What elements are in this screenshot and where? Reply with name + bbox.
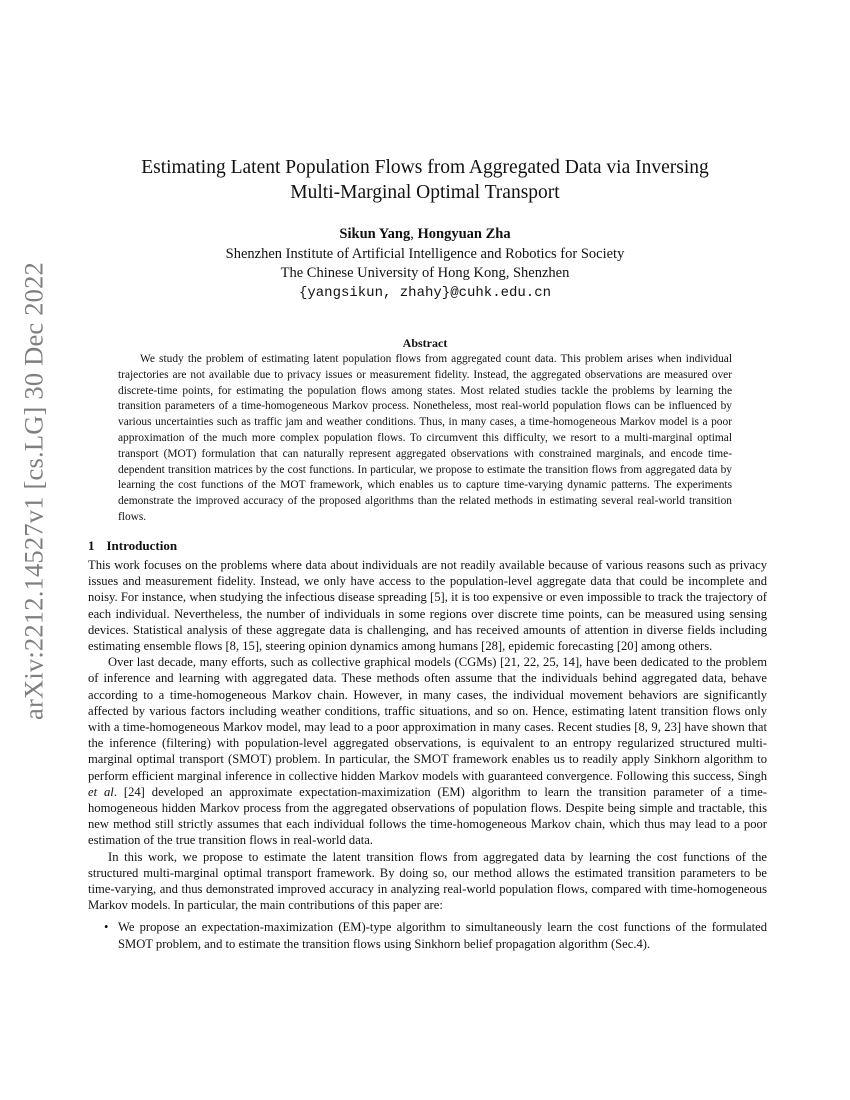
et-al-italic: et al — [88, 784, 114, 799]
intro-paragraph-1: This work focuses on the problems where data about individuals are not readily available because of various reasons such as privacy issues and measurement fidelity. Instead, we only have access to the population-level aggregate data that could be incomplete and noisy. For instance, when studying the infectious disease spreading [5], it is too expensive or even impossible to track the trajectory of each individual. Nevertheless, the number of individuals in some regions over discrete time points, can be measured using sensing devices. Statistical analysis of these aggregate data is challenging, and has received amounts of attention in diverse fields including estimating ensemble flows [8, 15], steering opinion dynamics among humans [28], epidemic forecasting [20] among others. — [88, 558, 767, 654]
section-number: 1 — [88, 538, 95, 553]
intro-paragraph-3: In this work, we propose to estimate the latent transition flows from aggregated data by learning the cost functions of the structured multi-marginal optimal transport framework. By doing so, our method allows the estimated transition parameters to be time-varying, and thus demonstrated improved accuracy in analyzing real-world population flows, compared with time-homogeneous Markov models. In particular, the main contributions of this paper are: — [88, 849, 767, 913]
author-email: {yangsikun, zhahy}@cuhk.edu.cn — [298, 284, 552, 301]
title-line-2: Multi-Marginal Optimal Transport — [290, 182, 560, 203]
introduction-body — [88, 557, 767, 952]
section-title: Introduction — [106, 538, 178, 553]
paper-title — [100, 155, 750, 205]
author-block — [100, 225, 750, 303]
author-2: Hongyuan Zha — [417, 226, 511, 242]
arxiv-identifier: arXiv:2212.14527v1 [cs.LG] 30 Dec 2022 — [18, 261, 49, 720]
intro-paragraph-2-part-2: . [24] developed an approximate expectation-maximization (EM) algorithm to learn the transition parameter of a time-homogeneous hidden Markov process from the aggregated observations of population flows. Despite being simple and tractable, this new method still strictly assumes that each individual follows the time-homogeneous Markov chain, which thus may lead to a poor estimation of the true transition flows in real-world data. — [88, 784, 767, 848]
contributions-list — [88, 919, 767, 951]
author-names — [100, 225, 750, 245]
author-separator: , — [410, 226, 418, 242]
list-item: • We propose an expectation-maximization (EM)-type algorithm to simultaneously learn the cost functions of the formulated SMOT problem, and to estimate the transition flows using Sinkhorn belief propagation algorithm (Sec.4). — [118, 919, 767, 951]
affiliation-2: The Chinese University of Hong Kong, Shenzhen — [280, 265, 570, 281]
intro-paragraph-2 — [88, 654, 767, 848]
affiliation-1: Shenzhen Institute of Artificial Intelligence and Robotics for Society — [225, 245, 625, 262]
section-heading-introduction — [88, 538, 177, 554]
title-line-1: Estimating Latent Population Flows from Aggregated Data via Inversing — [141, 157, 709, 178]
intro-paragraph-2-part-1: Over last decade, many efforts, such as collective graphical models (CGMs) [21, 22, 25, 14], have been dedicated to the problem of inference and learning with aggregated data. These methods often assume that the individuals behind aggregated data, behave according to a time-homogeneous Markov chain. However, in many cases, the individual movement behaviors are significantly affected by various factors including weather conditions, traffic situations, and so on. Hence, estimating latent transition flows only with a time-homogeneous Markov model, may lead to a poor approximation in many cases. Recent studies [8, 9, 23] have shown that the inference (filtering) with population-level aggregated observations, is equivalent to an entropy regularized structured multi-marginal optimal transport (SMOT) problem. In particular, the SMOT framework enables us to readily apply Sinkhorn algorithm to perform efficient marginal inference in collective hidden Markov models with guaranteed convergence. Following this success, Singh — [88, 655, 767, 783]
abstract-heading: Abstract — [402, 336, 448, 350]
author-1: Sikun Yang — [339, 226, 411, 242]
abstract-text: We study the problem of estimating latent population flows from aggregated count data. This problem arises when individual trajectories are not available due to privacy issues or measurement fidelity. Instead, the aggregated observations are measured over discrete-time points, for estimating the population flows among states. Most related studies tackle the problems by learning the transition parameters of a time-homogeneous Markov process. Nonetheless, most real-world population flows can be influenced by various uncertainties such as traffic jam and weather conditions. Thus, in many cases, a time-homogeneous Markov model is a poor approximation of the much more complex population flows. To circumvent this difficulty, we resort to a multi-marginal optimal transport (MOT) formulation that can naturally represent aggregated observations with constrained marginals, and encode time-dependent transition matrices by the cost functions. In particular, we propose to estimate the transition flows from aggregated data by learning the cost functions of the MOT framework, which enables us to capture time-varying dynamic patterns. The experiments demonstrate the improved accuracy of the proposed algorithms than the related methods in estimating several real-world transition flows. — [118, 353, 732, 523]
